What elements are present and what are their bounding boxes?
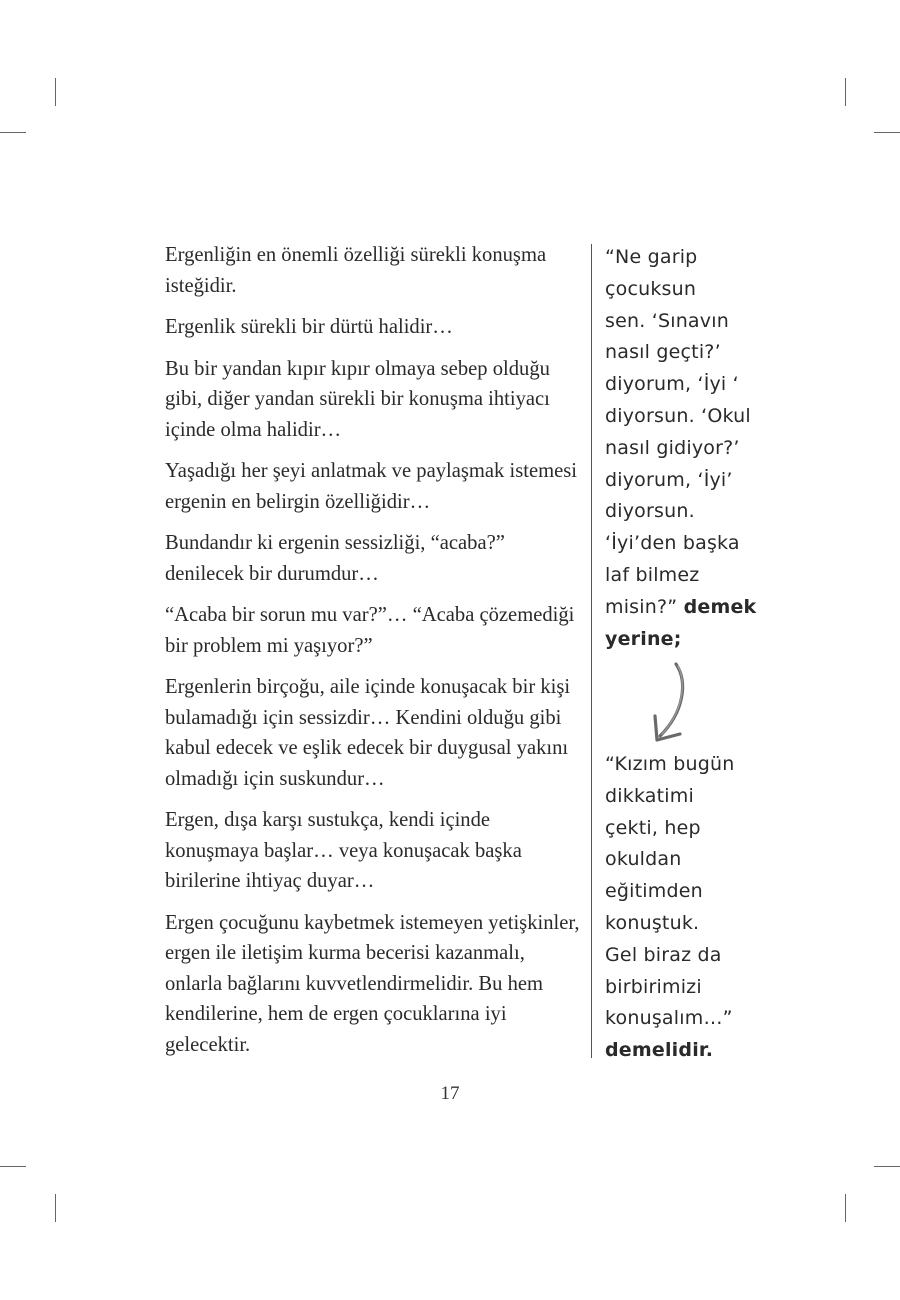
sidebar-line: ‘İyi’den başka (605, 532, 740, 555)
curved-down-left-arrow-icon (640, 660, 700, 746)
sidebar-line: diyorum, ‘İyi ‘ (605, 373, 739, 396)
sidebar-line: laf bilmez (605, 563, 700, 586)
sidebar-line: Gel biraz da (605, 943, 722, 966)
sidebar-line: eğitimden (605, 880, 703, 903)
crop-mark (874, 132, 900, 133)
main-text-column (165, 240, 583, 1071)
sidebar-line: “Kızım bugün (605, 753, 735, 775)
crop-mark (845, 1194, 846, 1222)
sidebar-quote-after (605, 749, 775, 1067)
crop-mark (0, 132, 26, 133)
sidebar-line: okuldan (605, 848, 682, 871)
sidebar-line-bold: demelidir. (605, 1039, 714, 1062)
crop-mark (874, 1166, 900, 1167)
sidebar-line: nasıl gidiyor?’ (605, 436, 740, 459)
crop-mark (0, 1166, 26, 1167)
sidebar-line: dikkatimi (605, 784, 694, 807)
sidebar-line: “Ne garip (605, 246, 698, 268)
sidebar-line: diyorum, ‘İyi’ (605, 468, 733, 491)
sidebar-divider (591, 244, 592, 1058)
crop-mark (845, 78, 846, 106)
paragraph: “Acaba bir sorun mu var?”… “Acaba çözemediği bir problem mi yaşıyor?” (165, 604, 575, 657)
sidebar-line: çekti, hep (605, 816, 701, 839)
sidebar-line: konuşalım…” (605, 1007, 733, 1030)
paragraph: Ergen, dışa karşı sustukça, kendi içinde konuşmaya başlar… veya konuşacak başka birilerine ihtiyaç duyar… (165, 809, 522, 892)
sidebar-line: birbirimizi (605, 975, 702, 998)
paragraph: Bundandır ki ergenin sessizliği, “acaba?” denilecek bir durumdur… (165, 532, 505, 585)
crop-mark (55, 1194, 56, 1222)
page-number: 17 (440, 1083, 460, 1104)
sidebar-line-bold: demek (683, 595, 757, 618)
sidebar-line-bold: yerine; (605, 627, 682, 650)
paragraph: Ergenlik sürekli bir dürtü halidir… (165, 316, 453, 338)
sidebar-line: diyorsun. ‘Okul (605, 404, 751, 427)
sidebar-quote-before (605, 242, 775, 655)
sidebar-line: çocuksun (605, 277, 697, 300)
sidebar-line: konuştuk. (605, 911, 700, 934)
sidebar-line (605, 592, 775, 624)
sidebar-line: nasıl geçti?’ (605, 341, 721, 364)
paragraph: Yaşadığı her şeyi anlatmak ve paylaşmak istemesi ergenin en belirgin özelliğidir… (165, 460, 577, 513)
sidebar-line-plain: misin?” (605, 595, 684, 618)
sidebar-line: diyorsun. (605, 500, 695, 523)
paragraph: Ergenlerin birçoğu, aile içinde konuşacak bir kişi bulamadığı için sessizdir… Kendini olduğu gibi kabul edecek ve eşlik edecek bir duygusal yakını olmadığı için suskundur… (165, 676, 571, 790)
crop-mark (55, 78, 56, 106)
paragraph: Bu bir yandan kıpır kıpır olmaya sebep olduğu gibi, diğer yandan sürekli bir konuşma ihtiyacı içinde olma halidir… (165, 357, 550, 441)
sidebar-line: sen. ‘Sınavın (605, 309, 729, 332)
paragraph: Ergen çocuğunu kaybetmek istemeyen yetişkinler, ergen ile iletişim kurma becerisi kazanmalı, onlarla bağlarını kuvvetlendirmelidir. Bu hem kendilerine, hem de ergen çocuklarına iyi gelecektir. (165, 911, 580, 1056)
paragraph: Ergenliğin en önemli özelliği sürekli konuşma isteğidir. (165, 244, 547, 297)
